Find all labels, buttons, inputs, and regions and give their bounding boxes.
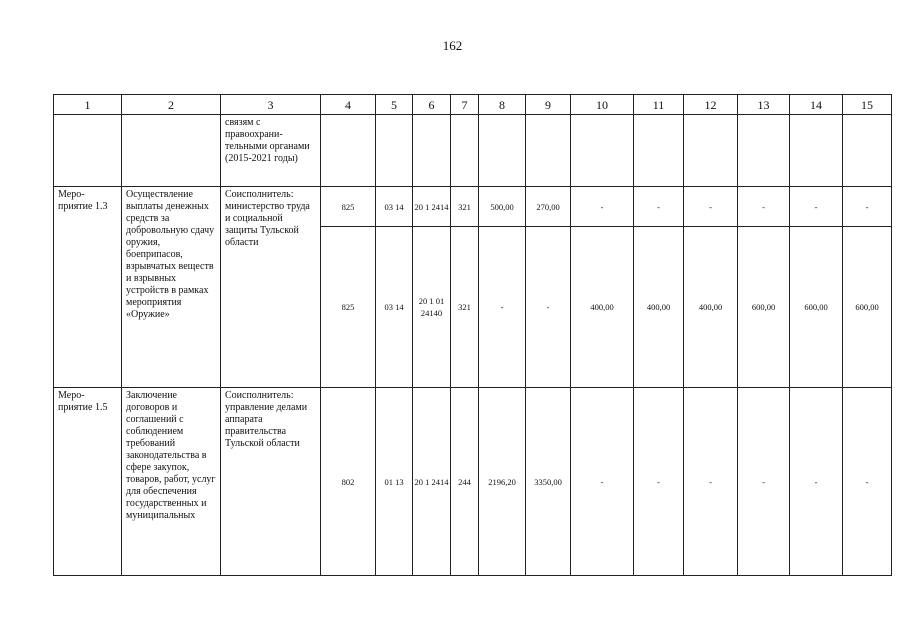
value-cell: - (571, 187, 634, 227)
value-cell: 400,00 (571, 227, 634, 388)
executor-cell: связям с правоохрани-тельными органами (2015-2021 годы) (221, 115, 321, 187)
value-cell: - (738, 187, 790, 227)
header-cell: 15 (843, 95, 892, 115)
value-cell: 03 14 (376, 227, 413, 388)
table-row (54, 115, 892, 187)
value-cell: 400,00 (634, 227, 684, 388)
header-cell: 13 (738, 95, 790, 115)
measure-description: Осуществление выплаты денежных средств за добровольную сдачу оружия, боеприпасов, взрывчатых веществ и взрывных устройств в рамках мероприятия «Оружие» (122, 187, 221, 388)
value-cell: - (843, 388, 892, 576)
value-cell: - (684, 187, 738, 227)
page-number: 162 (442, 38, 463, 53)
header-cell: 9 (526, 95, 571, 115)
value-cell: - (634, 388, 684, 576)
value-cell: 600,00 (843, 227, 892, 388)
value-cell: 2196,20 (479, 388, 526, 576)
value-cell: - (634, 187, 684, 227)
value-cell: 400,00 (684, 227, 738, 388)
header-cell: 4 (321, 95, 376, 115)
value-cell: 600,00 (790, 227, 843, 388)
value-cell: 20 1 2414 (413, 388, 451, 576)
value-cell: - (738, 388, 790, 576)
value-cell: - (684, 388, 738, 576)
value-cell: 500,00 (479, 187, 526, 227)
header-cell: 14 (790, 95, 843, 115)
value-cell: 825 (321, 187, 376, 227)
header-cell: 6 (413, 95, 451, 115)
value-cell: 20 1 01 24140 (413, 227, 451, 388)
measure-description: Заключение договоров и соглашений с соблюдением требований законодательства в сфере закупок, товаров, работ, услуг для обеспечения государственных и муниципальных (122, 388, 221, 576)
header-cell: 3 (221, 95, 321, 115)
value-cell: 20 1 2414 (413, 187, 451, 227)
value-cell: - (790, 388, 843, 576)
value-cell: 321 (451, 187, 479, 227)
measure-label: Меро-приятие 1.3 (54, 187, 122, 388)
header-cell: 7 (451, 95, 479, 115)
header-cell: 5 (376, 95, 413, 115)
value-cell: 270,00 (526, 187, 571, 227)
header-cell: 1 (54, 95, 122, 115)
value-cell: 03 14 (376, 187, 413, 227)
table-row (54, 388, 892, 576)
header-row (54, 95, 892, 115)
header-cell: 2 (122, 95, 221, 115)
measure-label: Меро-приятие 1.5 (54, 388, 122, 576)
table-row (54, 187, 892, 227)
header-cell: 11 (634, 95, 684, 115)
value-cell: 01 13 (376, 388, 413, 576)
header-cell: 10 (571, 95, 634, 115)
budget-table (53, 94, 892, 576)
value-cell: - (571, 388, 634, 576)
value-cell: 3350,00 (526, 388, 571, 576)
value-cell: 802 (321, 388, 376, 576)
executor-cell: Соисполнитель: министерство труда и социальной защиты Тульской области (221, 187, 321, 388)
value-cell: 244 (451, 388, 479, 576)
executor-cell: Соисполнитель: управление делами аппарата правительства Тульской области (221, 388, 321, 576)
value-cell: 600,00 (738, 227, 790, 388)
header-cell: 8 (479, 95, 526, 115)
value-cell: - (479, 227, 526, 388)
value-cell: 321 (451, 227, 479, 388)
value-cell: - (843, 187, 892, 227)
value-cell: - (526, 227, 571, 388)
header-cell: 12 (684, 95, 738, 115)
value-cell: - (790, 187, 843, 227)
value-cell: 825 (321, 227, 376, 388)
